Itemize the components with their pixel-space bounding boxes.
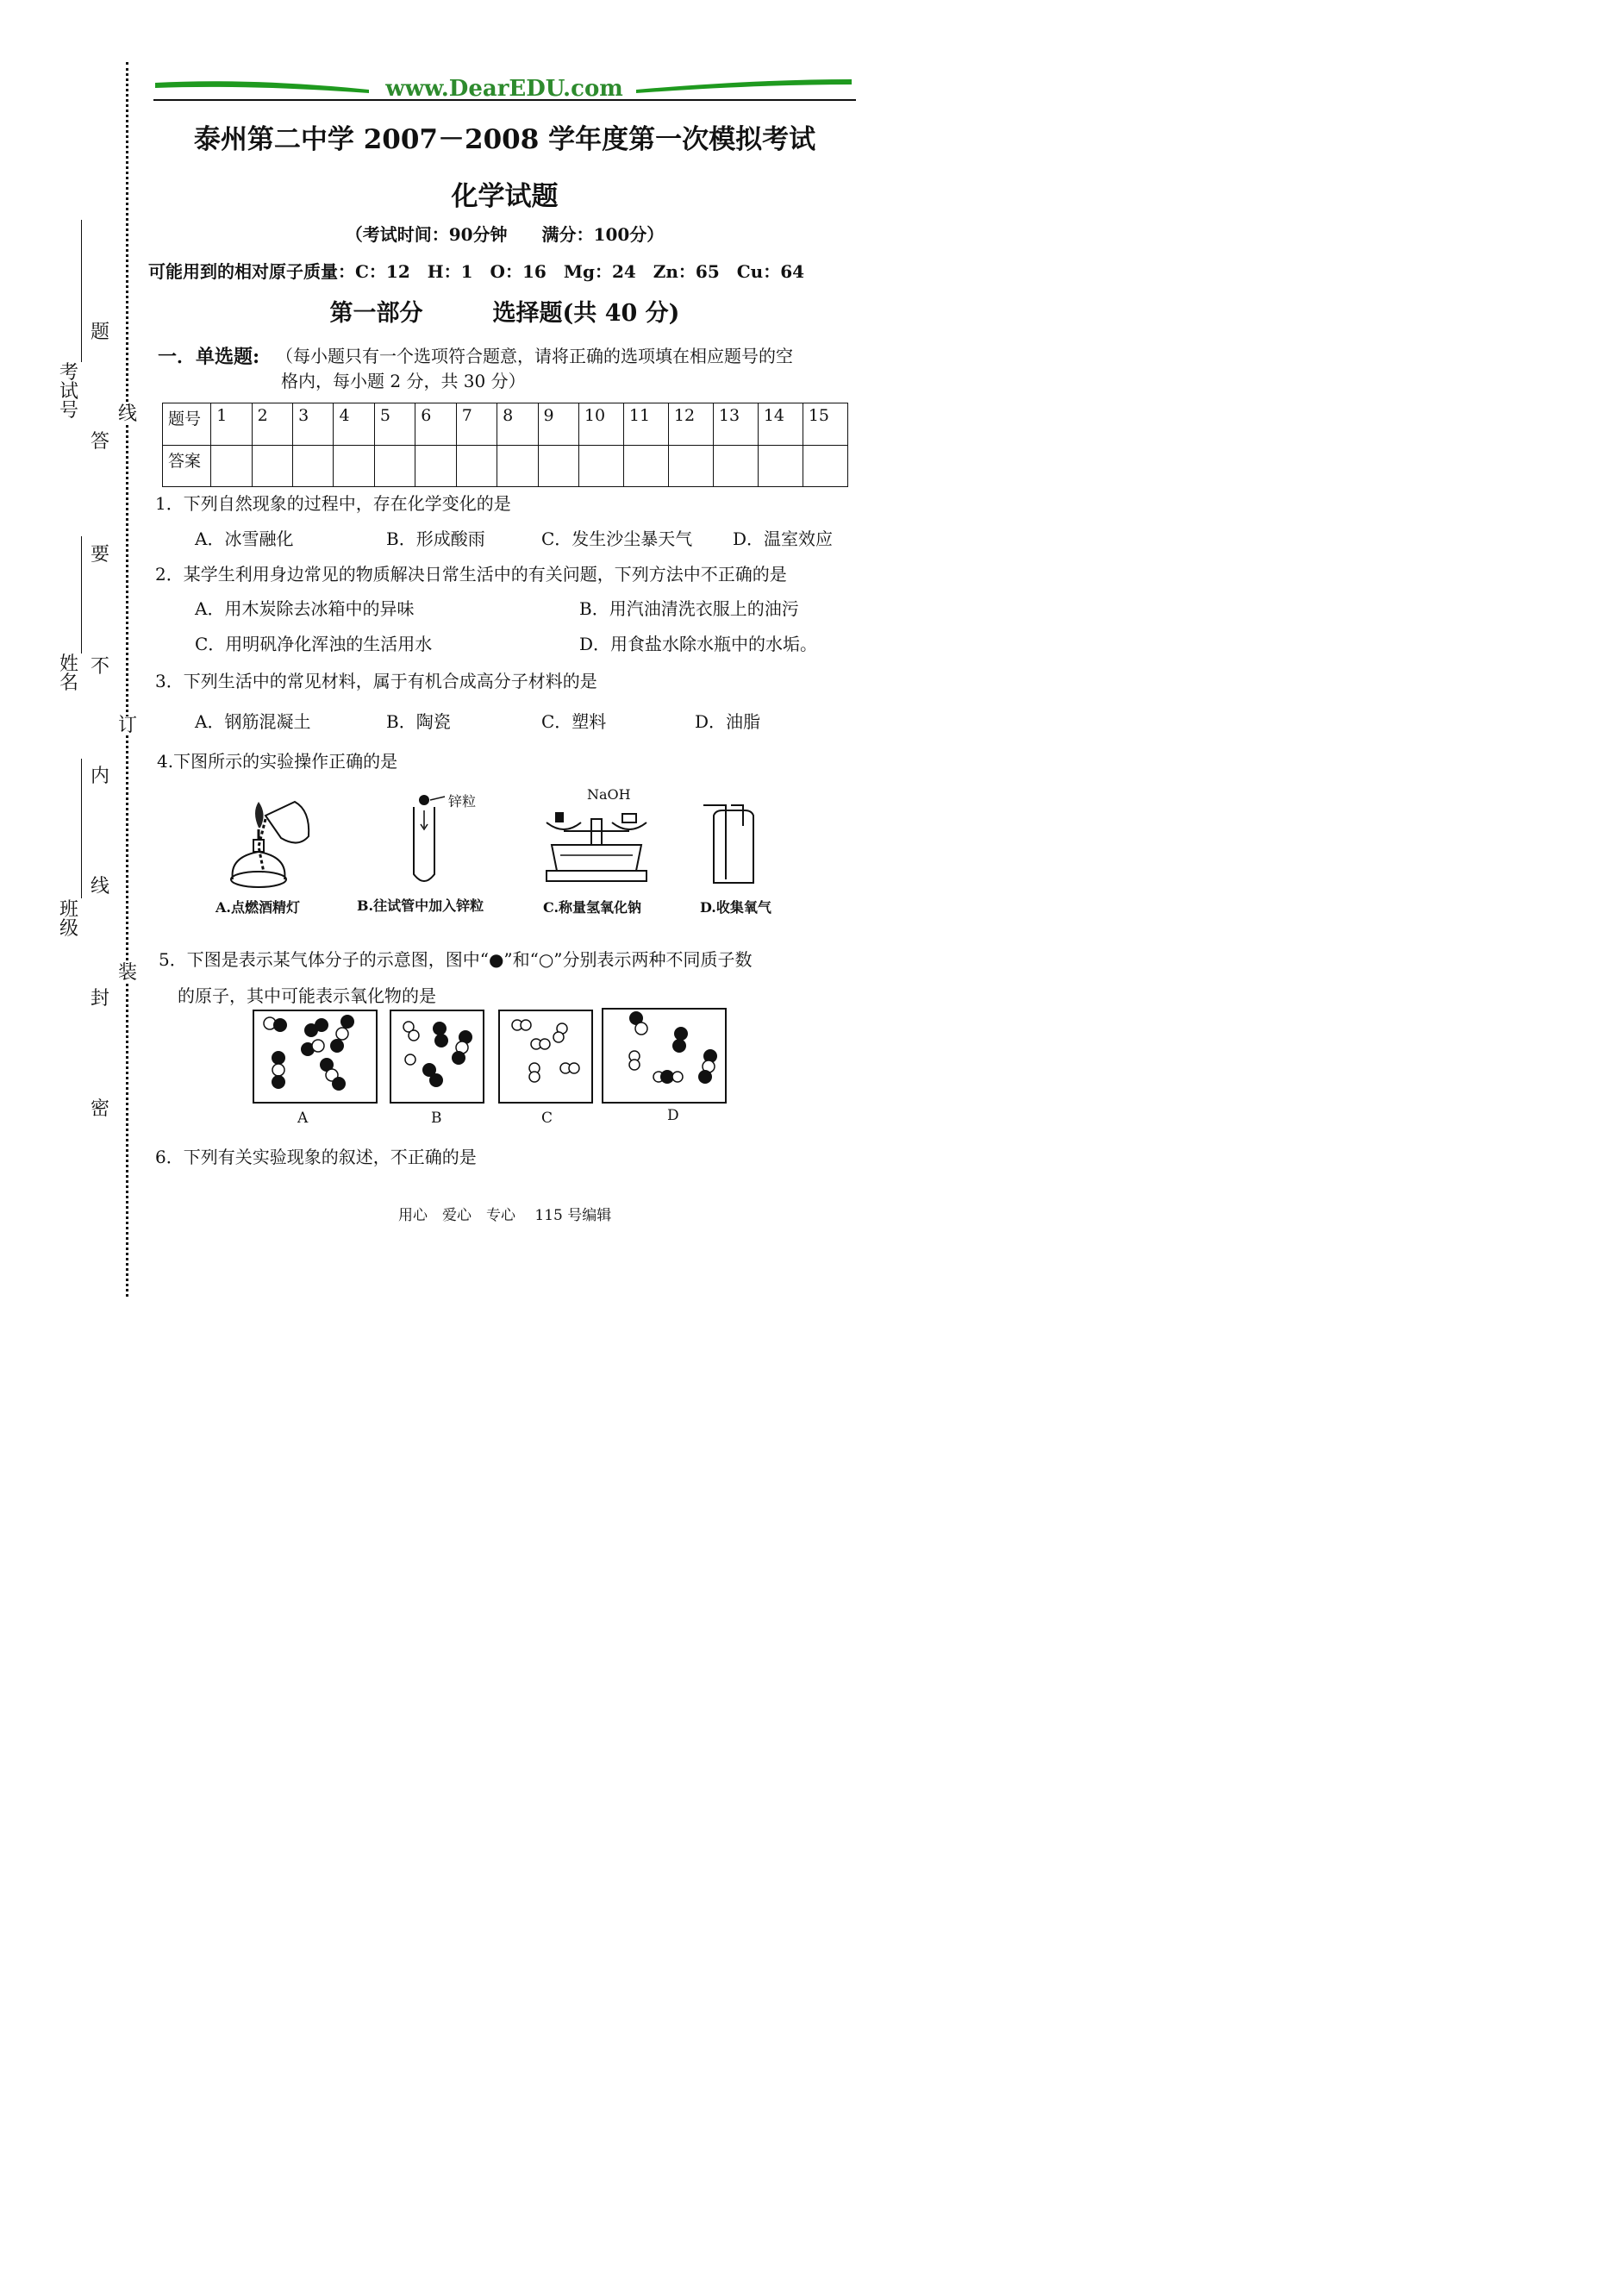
molecule-diagram-a xyxy=(254,1011,376,1102)
molecule-diagram-d xyxy=(603,1010,725,1102)
answer-cell[interactable] xyxy=(623,445,668,487)
seal-char-2: 答 xyxy=(90,431,109,453)
q1-stem: 1．下列自然现象的过程中，存在化学变化的是 xyxy=(155,493,511,514)
section-instructions-2: 格内，每小题 2 分，共 30 分） xyxy=(281,371,526,391)
molecule-box-c xyxy=(498,1010,593,1104)
table-number-cell: 5 xyxy=(374,403,415,446)
molecule-box-b xyxy=(390,1010,484,1104)
answer-cell[interactable] xyxy=(713,445,758,487)
q6-stem: 6．下列有关实验现象的叙述，不正确的是 xyxy=(155,1147,477,1167)
q5-label-b: B xyxy=(431,1110,442,1127)
answer-cell[interactable] xyxy=(578,445,623,487)
q4-caption-b: B.往试管中加入锌粒 xyxy=(357,897,484,914)
name-label: 姓名 xyxy=(59,653,78,694)
q3-option-a: A．钢筋混凝土 xyxy=(195,711,311,732)
table-number-cell: 2 xyxy=(252,403,292,446)
answer-cell[interactable] xyxy=(803,445,847,487)
q4-caption-d: D.收集氧气 xyxy=(700,899,771,916)
part1-heading: 第一部分 选择题(共 40 分) xyxy=(329,300,680,327)
seal-char-8: 密 xyxy=(90,1098,109,1120)
molecule-diagram-b xyxy=(391,1011,483,1102)
alcohol-lamp-illustration xyxy=(224,795,319,891)
seal-char-6: 线 xyxy=(90,876,109,897)
table-header-answer: 答案 xyxy=(163,445,211,487)
logo-text: www.DearEDU.com xyxy=(385,76,623,102)
school-title: 泰州第二中学 2007－2008 学年度第一次模拟考试 xyxy=(193,124,816,155)
seal-char-7: 封 xyxy=(90,988,109,1010)
table-number-cell: 6 xyxy=(415,403,456,446)
molecule-box-a xyxy=(253,1010,378,1104)
seal-char-1: 题 xyxy=(90,322,109,343)
answer-cell[interactable] xyxy=(252,445,292,487)
table-number-cell: 10 xyxy=(578,403,623,446)
q5-label-a: A xyxy=(297,1110,309,1127)
seal-right-char-1: 线 xyxy=(117,403,137,425)
name-blank xyxy=(81,536,82,653)
table-number-cell: 13 xyxy=(713,403,758,446)
answer-table-answer-row xyxy=(163,445,848,487)
answer-cell[interactable] xyxy=(415,445,456,487)
molecule-box-d xyxy=(602,1008,727,1104)
table-number-cell: 3 xyxy=(293,403,334,446)
answer-cell[interactable] xyxy=(758,445,803,487)
answer-cell[interactable] xyxy=(668,445,713,487)
q4-stem: 4.下图所示的实验操作正确的是 xyxy=(157,751,398,772)
naoh-label: NaOH xyxy=(587,786,631,803)
q3-option-b: B．陶瓷 xyxy=(386,711,451,732)
table-number-cell: 7 xyxy=(456,403,497,446)
q5-stem-line2: 的原子，其中可能表示氧化物的是 xyxy=(178,985,436,1006)
q4-caption-c: C.称量氢氧化钠 xyxy=(543,899,642,916)
q3-option-c: C．塑料 xyxy=(541,711,607,732)
q5-label-c: C xyxy=(541,1110,553,1127)
section-title: 一．单选题: xyxy=(158,346,260,368)
q1-option-b: B．形成酸雨 xyxy=(386,528,485,549)
gas-bottle-illustration xyxy=(700,800,760,886)
table-number-cell: 8 xyxy=(497,403,538,446)
q1-option-c: C．发生沙尘暴天气 xyxy=(541,528,693,549)
q2-option-c: C．用明矾净化浑浊的生活用水 xyxy=(195,634,433,654)
seal-right-char-3: 装 xyxy=(117,962,137,984)
answer-cell[interactable] xyxy=(538,445,578,487)
table-number-cell: 15 xyxy=(803,403,847,446)
q2-option-b: B．用汽油清洗衣服上的油污 xyxy=(579,598,799,619)
q2-option-d: D．用食盐水除水瓶中的水垢。 xyxy=(579,634,818,654)
q1-option-a: A．冰雪融化 xyxy=(195,528,294,549)
table-number-cell: 12 xyxy=(668,403,713,446)
answer-cell[interactable] xyxy=(211,445,252,487)
table-number-cell: 11 xyxy=(623,403,668,446)
subject-title: 化学试题 xyxy=(451,181,559,212)
table-number-cell: 9 xyxy=(538,403,578,446)
table-number-cell: 14 xyxy=(758,403,803,446)
q3-option-d: D．油脂 xyxy=(695,711,761,732)
page-footer: 用心 爱心 专心 115 号编辑 xyxy=(398,1207,612,1224)
class-blank xyxy=(81,759,82,898)
q2-option-a: A．用木炭除去冰箱中的异味 xyxy=(195,598,415,619)
seal-char-5: 内 xyxy=(90,766,109,787)
answer-cell[interactable] xyxy=(497,445,538,487)
molecule-diagram-c xyxy=(500,1011,591,1102)
section-instructions-1: （每小题只有一个选项符合题意，请将正确的选项填在相应题号的空 xyxy=(276,346,793,366)
exam-no-blank xyxy=(81,220,82,362)
seal-right-char-2: 订 xyxy=(117,715,137,736)
table-number-cell: 1 xyxy=(211,403,252,446)
balance-illustration xyxy=(543,802,650,885)
answer-cell[interactable] xyxy=(293,445,334,487)
q5-label-d: D xyxy=(667,1107,679,1124)
answer-cell[interactable] xyxy=(456,445,497,487)
q2-stem: 2．某学生利用身边常见的物质解决日常生活中的有关问题，下列方法中不正确的是 xyxy=(155,564,787,585)
dearedu-logo xyxy=(153,74,856,109)
q4-caption-a: A.点燃酒精灯 xyxy=(215,899,300,916)
seal-char-3: 要 xyxy=(90,544,109,566)
seal-char-4: 不 xyxy=(90,656,109,678)
class-label: 班级 xyxy=(59,899,78,940)
zinc-label: 锌粒 xyxy=(448,793,477,810)
answer-table-number-row xyxy=(163,403,848,446)
answer-cell[interactable] xyxy=(334,445,374,487)
atomic-masses: 可能用到的相对原子质量：C：12 H：1 O：16 Mg：24 Zn：65 Cu：64 xyxy=(148,261,805,282)
exam-no-label: 考试号 xyxy=(59,362,78,422)
q3-stem: 3．下列生活中的常见材料，属于有机合成高分子材料的是 xyxy=(155,671,597,691)
table-header-number: 题号 xyxy=(163,403,211,446)
answer-cell[interactable] xyxy=(374,445,415,487)
binding-dotted-line xyxy=(126,62,128,1297)
table-number-cell: 4 xyxy=(334,403,374,446)
answer-table xyxy=(162,403,848,487)
q5-stem-line1: 5．下图是表示某气体分子的示意图，图中“●”和“○”分别表示两种不同质子数 xyxy=(159,949,753,970)
q1-option-d: D．温室效应 xyxy=(733,528,834,549)
exam-info: （考试时间：90分钟 满分：100分） xyxy=(345,224,665,245)
